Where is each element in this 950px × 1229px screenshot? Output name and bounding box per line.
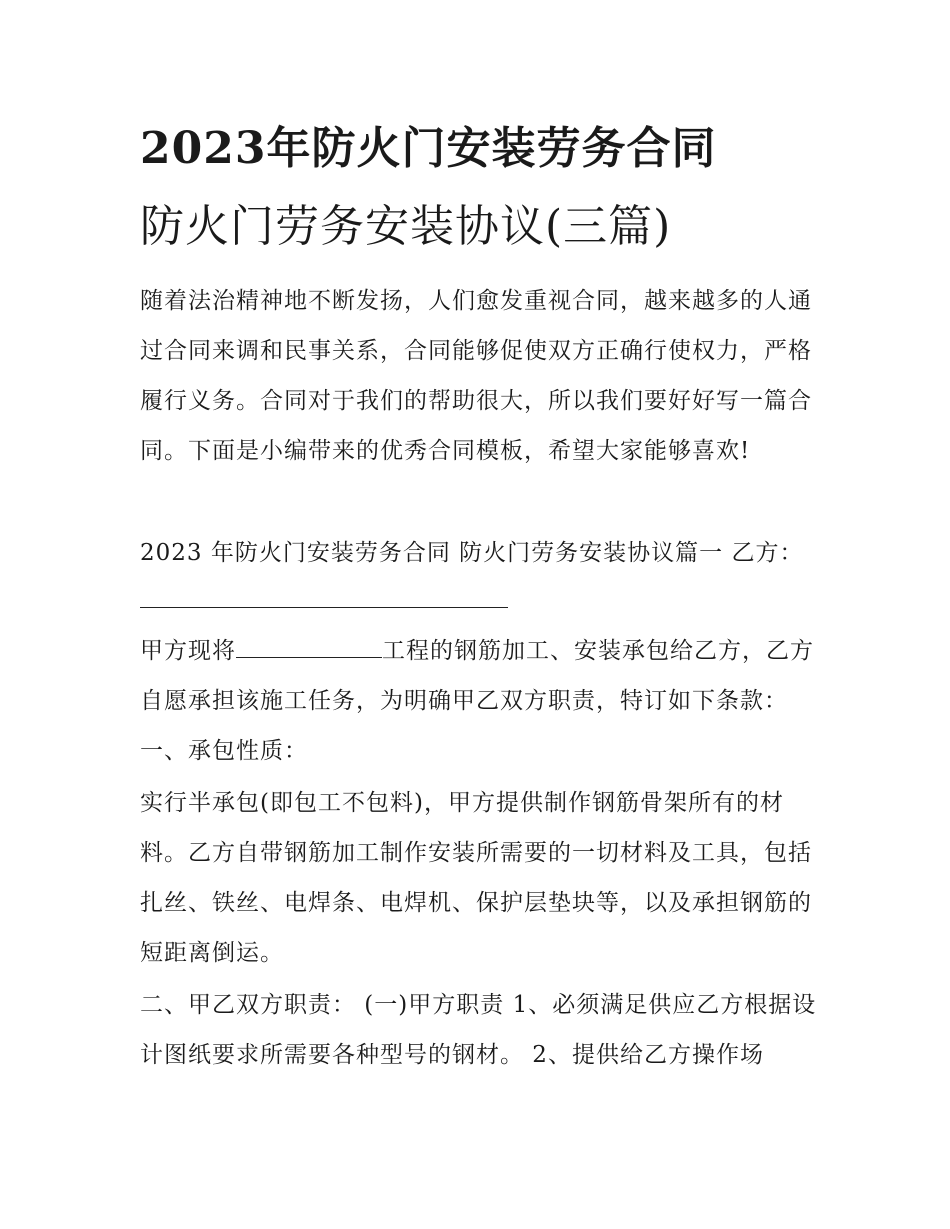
scope-text-after-blank: 工程的钢筋加工、安装承包给乙方，乙方自愿承担该施工任务，为明确甲乙双方职责，特订如下条款： 一、承包性质： [140,638,814,764]
contract-paragraph-scope [140,626,820,776]
intro-paragraph: 随着法治精神地不断发扬，人们愈发重视合同，越来越多的人通过合同来调和民事关系，合同能够促使双方正确行使权力，严格履行义务。合同对于我们的帮助很大，所以我们要好好写一篇合同。下面是小编带来的优秀合同模板，希望大家能够喜欢! [140,288,812,464]
title-line-1-text: 年防火门安装劳务合同 [266,123,717,174]
document-title-line-1 [140,122,716,176]
title-year: 2023 [140,123,267,174]
scope-text-before-blank: 甲方现将 [140,638,236,664]
contract-paragraph-nature: 实行半承包(即包工不包料)，甲方提供制作钢筋骨架所有的材料。乙方自带钢筋加工制作安装所需要的一切材料及工具，包括扎丝、铁丝、电焊条、电焊机、保护层垫块等，以及承担钢筋的短距离倒运。 [140,790,812,966]
section-heading: 2023 年防火门安装劳务合同 防火门劳务安装协议篇一 乙方： [140,540,804,566]
project-name-blank [236,639,382,658]
contract-paragraph-duties: 二、甲乙双方职责： (一)甲方职责 1、必须满足供应乙方根据设计图纸要求所需要各种型号的钢材。 2、提供给乙方操作场 [140,992,817,1068]
signature-blank-line [140,607,508,608]
document-title-line-2: 防火门劳务安装协议(三篇) [140,201,672,252]
